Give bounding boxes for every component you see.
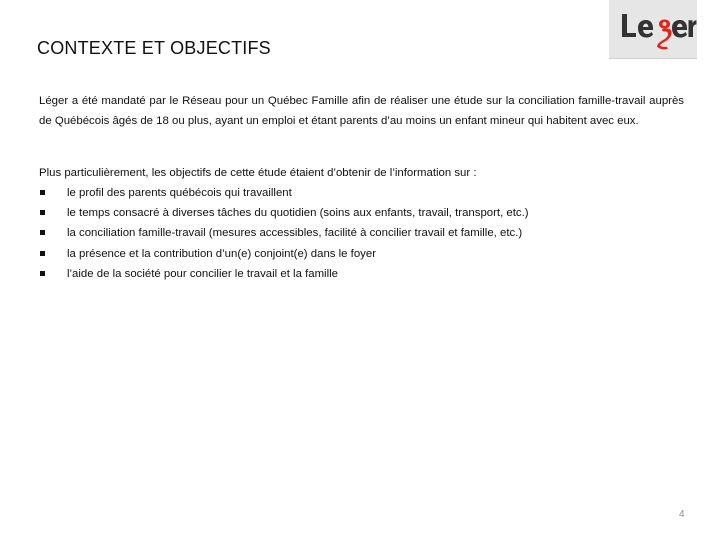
page-number: 4 — [679, 509, 685, 520]
bullet-square-icon — [40, 190, 45, 195]
slide-title: CONTEXTE ET OBJECTIFS — [37, 38, 271, 58]
objectives-intro: Plus particulièrement, les objectifs de cette étude étaient d’obtenir de l’information sur : — [39, 167, 477, 179]
list-item — [39, 183, 684, 203]
list-item — [39, 244, 684, 264]
bullet-square-icon — [40, 271, 45, 276]
objective-text: la présence et la contribution d’un(e) conjoint(e) dans le foyer — [67, 247, 376, 260]
list-item — [39, 264, 684, 284]
objectives-list — [39, 183, 684, 284]
objective-text: le profil des parents québécois qui travaillent — [67, 187, 292, 199]
list-item — [39, 223, 684, 243]
objective-text: la conciliation famille-travail (mesures accessibles, facilité à concilier travail et famille, etc.) — [67, 227, 523, 240]
objective-text: l’aide de la société pour concilier le travail et la famille — [67, 267, 338, 280]
objective-text: le temps consacré à diverses tâches du quotidien (soins aux enfants, travail, transport, etc.) — [67, 207, 529, 220]
leger-logo — [609, 0, 697, 59]
bullet-square-icon — [40, 230, 45, 235]
bullet-square-icon — [40, 210, 45, 215]
list-item — [39, 203, 684, 223]
intro-paragraph: Léger a été mandaté par le Réseau pour un Québec Famille afin de réaliser une étude sur la conciliation famille-travail auprès de Québécois âgés de 18 ou plus, ayant un emploi et étant parents d’au moins un enfant mineur qui habitent avec eux. — [39, 95, 684, 127]
bullet-square-icon — [40, 251, 45, 256]
leger-logo-mark — [609, 0, 697, 58]
